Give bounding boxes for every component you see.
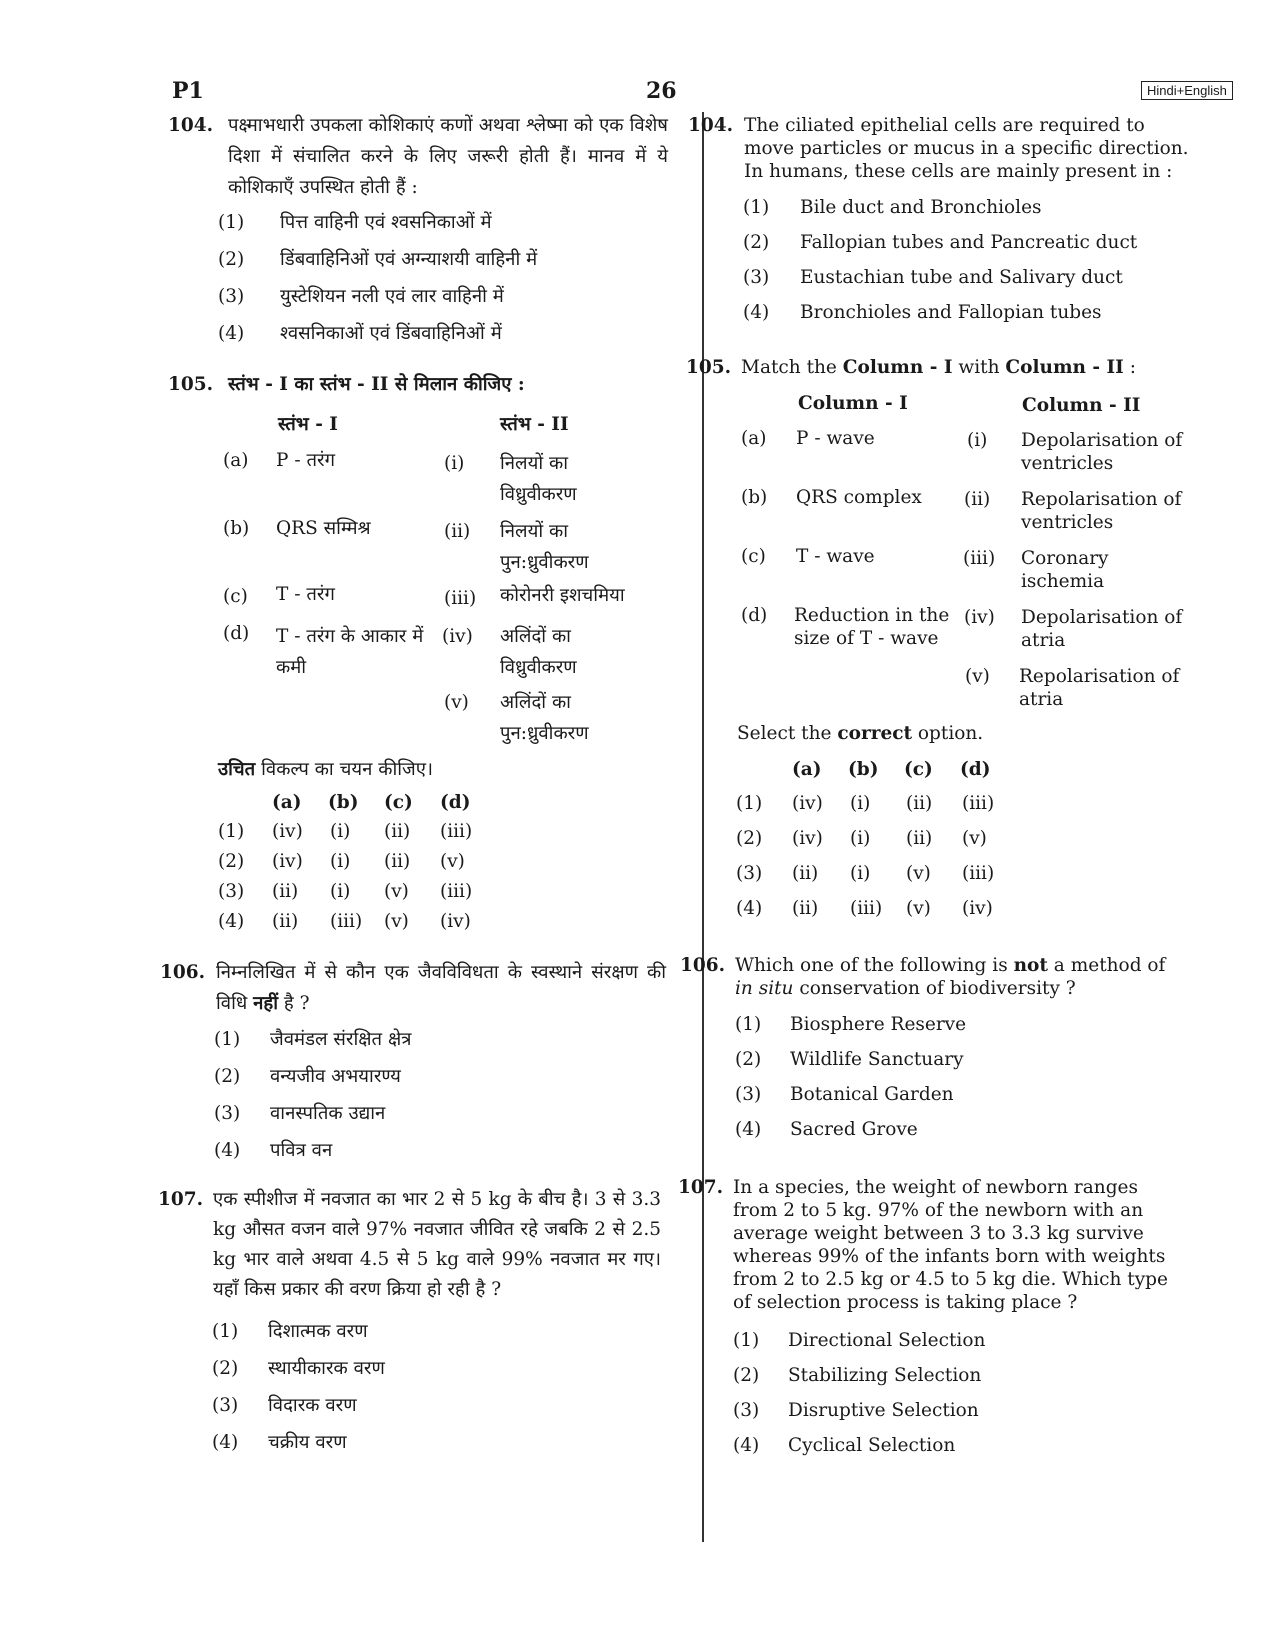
option-text: Fallopian tubes and Pancreatic duct <box>800 232 1138 253</box>
row-d-label: (d) <box>741 605 768 626</box>
row-b-label: (b) <box>741 487 768 508</box>
answer-d: (iii) <box>962 793 995 814</box>
answer-header-c: (c) <box>384 792 413 813</box>
answer-c: (v) <box>384 911 409 932</box>
answer-d: (iv) <box>962 898 993 919</box>
text-bold: not <box>1013 955 1048 976</box>
question-104-english <box>688 114 1200 329</box>
question-number: 106. <box>160 962 206 983</box>
row-ii-label: (ii) <box>964 489 991 510</box>
option-number: (4) <box>736 898 763 919</box>
text-part: है ? <box>278 993 310 1014</box>
row-v-desc: Repolarisation of atria <box>1019 666 1180 710</box>
option-number: (1) <box>735 1014 762 1035</box>
question-text <box>735 954 1185 1000</box>
answer-b: (iii) <box>850 898 883 919</box>
option-text: वन्यजीव अभयारण्य <box>270 1066 401 1087</box>
question-number: 107. <box>678 1177 724 1198</box>
text-part: with <box>952 357 1006 378</box>
row-iii-desc: कोरोनरी इशचमिया <box>500 585 625 606</box>
column-1-header: स्तंभ - I <box>278 414 338 435</box>
answer-d: (iii) <box>440 881 473 902</box>
option-number: (4) <box>733 1435 760 1456</box>
row-i-label: (i) <box>444 453 465 474</box>
option-text: Wildlife Sanctuary <box>790 1049 964 1070</box>
answer-header-a: (a) <box>792 759 822 780</box>
answer-d: (iv) <box>440 911 471 932</box>
option-number: (3) <box>743 267 770 288</box>
answer-c: (v) <box>906 898 931 919</box>
instruction <box>737 722 983 745</box>
answer-b: (i) <box>330 851 351 872</box>
question-106-english <box>680 954 1200 1154</box>
answer-a: (ii) <box>792 898 819 919</box>
option-number: (3) <box>218 286 245 307</box>
option-text: Eustachian tube and Salivary duct <box>800 267 1123 288</box>
question-105-english <box>686 356 1200 926</box>
answer-c: (ii) <box>906 828 933 849</box>
row-c-label: (c) <box>223 586 248 607</box>
row-d-term: Reduction in the size of T - wave <box>794 605 950 649</box>
answer-d: (v) <box>440 851 465 872</box>
text-bold: नहीं <box>253 993 279 1014</box>
answer-b: (i) <box>850 828 871 849</box>
row-c-term: T - wave <box>796 546 875 567</box>
answer-a: (iv) <box>792 793 823 814</box>
language-badge: Hindi+English <box>1141 81 1233 100</box>
text-part: निम्नलिखित में से कौन एक जैवविविधता के स्वस्थाने संरक्षण की विधि <box>216 962 666 1014</box>
row-iii-desc: Coronary ischemia <box>1021 548 1109 592</box>
question-107-english <box>678 1176 1200 1466</box>
text-part: Which one of the following is <box>735 955 1014 976</box>
answer-header-b: (b) <box>328 792 359 813</box>
text-part: : <box>1123 357 1136 378</box>
page-number: 26 <box>646 78 677 104</box>
question-text: पक्ष्माभधारी उपकला कोशिकाएं कणों अथवा श्लेष्मा को एक विशेष दिशा में संचालित करने के लिए जरूरी होती हैं। मानव में ये कोशिकाएँ उपस्थित होती हैं : <box>228 115 668 198</box>
option-text: पित्त वाहिनी एवं श्वसनिकाओं में <box>280 212 492 233</box>
row-iv-desc: Depolarisation of atria <box>1021 607 1183 651</box>
option-text: Bronchioles and Fallopian tubes <box>800 302 1102 323</box>
answer-d: (v) <box>962 828 987 849</box>
option-number: (1) <box>212 1321 239 1342</box>
text-part: conservation of biodiversity ? <box>793 978 1076 999</box>
option-number: (4) <box>218 323 245 344</box>
option-text: Sacred Grove <box>790 1119 918 1140</box>
option-text: Directional Selection <box>788 1330 986 1351</box>
option-text: Cyclical Selection <box>788 1435 956 1456</box>
option-text: पवित्र वन <box>270 1140 333 1161</box>
row-c-label: (c) <box>741 546 766 567</box>
row-a-label: (a) <box>741 428 767 449</box>
row-b-term: QRS सम्मिश्र <box>276 518 371 539</box>
option-number: (2) <box>214 1066 241 1087</box>
option-number: (1) <box>214 1029 241 1050</box>
option-number: (2) <box>218 249 245 270</box>
question-number: 104. <box>688 115 734 136</box>
option-number: (2) <box>735 1049 762 1070</box>
question-106-hindi <box>160 957 680 1167</box>
answer-header-b: (b) <box>848 759 879 780</box>
option-text: Botanical Garden <box>790 1084 954 1105</box>
answer-header-a: (a) <box>272 792 302 813</box>
row-ii-label: (ii) <box>444 521 471 542</box>
option-text: स्थायीकारक वरण <box>268 1358 385 1379</box>
answer-c: (ii) <box>384 851 411 872</box>
row-ii-desc: निलयों का पुन:ध्रुवीकरण <box>500 521 589 573</box>
option-number: (3) <box>218 881 245 902</box>
option-number: (3) <box>212 1395 239 1416</box>
option-number: (2) <box>212 1358 239 1379</box>
answer-a: (ii) <box>272 881 299 902</box>
row-b-term: QRS complex <box>796 487 922 508</box>
question-number: 107. <box>158 1189 204 1210</box>
option-text: चक्रीय वरण <box>268 1432 347 1453</box>
row-iv-desc: अलिंदों का विध्रुवीकरण <box>500 626 577 678</box>
option-number: (1) <box>736 793 763 814</box>
question-105-hindi <box>168 372 678 942</box>
answer-b: (i) <box>330 881 351 902</box>
answer-a: (ii) <box>272 911 299 932</box>
row-a-label: (a) <box>223 450 249 471</box>
text-italic: in situ <box>735 978 794 999</box>
answer-c: (v) <box>906 863 931 884</box>
text-part: Match the <box>741 357 843 378</box>
instruction-bold: उचित <box>218 759 256 780</box>
answer-b: (i) <box>850 863 871 884</box>
option-text: Stabilizing Selection <box>788 1365 982 1386</box>
question-text: The ciliated epithelial cells are required to move particles or mucus in a specific direction. In humans, these cells are mainly present in : <box>744 115 1189 182</box>
option-number: (1) <box>733 1330 760 1351</box>
option-text: दिशात्मक वरण <box>268 1321 368 1342</box>
row-c-term: T - तरंग <box>276 584 335 605</box>
option-text: जैवमंडल संरक्षित क्षेत्र <box>270 1029 412 1050</box>
option-text: विदारक वरण <box>268 1395 357 1416</box>
answer-a: (iv) <box>792 828 823 849</box>
option-number: (2) <box>743 232 770 253</box>
question-number: 105. <box>168 374 214 395</box>
answer-c: (v) <box>384 881 409 902</box>
row-i-desc: Depolarisation of ventricles <box>1021 430 1183 474</box>
question-number: 105. <box>686 357 732 378</box>
instruction-rest: विकल्प का चयन कीजिए। <box>255 759 433 780</box>
option-text: वानस्पतिक उद्यान <box>270 1103 386 1124</box>
row-i-desc: निलयों का विध्रुवीकरण <box>500 453 577 505</box>
row-v-desc: अलिंदों का पुन:ध्रुवीकरण <box>500 692 589 744</box>
option-number: (2) <box>736 828 763 849</box>
answer-header-d: (d) <box>440 792 471 813</box>
row-d-term: T - तरंग के आकार में कमी <box>276 626 424 678</box>
answer-c: (ii) <box>906 793 933 814</box>
option-number: (3) <box>736 863 763 884</box>
question-text: स्तंभ - I का स्तंभ - II से मिलान कीजिए : <box>228 374 525 395</box>
answer-a: (iv) <box>272 821 303 842</box>
option-text: डिंबवाहिनिओं एवं अग्न्याशयी वाहिनी में <box>280 249 538 270</box>
row-b-label: (b) <box>223 518 250 539</box>
option-text: Bile duct and Bronchioles <box>800 197 1042 218</box>
option-number: (4) <box>218 911 245 932</box>
column-2-header: Column - II <box>1022 395 1141 416</box>
option-number: (2) <box>733 1365 760 1386</box>
option-number: (4) <box>743 302 770 323</box>
row-iv-label: (iv) <box>442 626 473 647</box>
paper-code: P1 <box>172 78 204 104</box>
question-number: 104. <box>168 115 214 136</box>
answer-a: (iv) <box>272 851 303 872</box>
question-text <box>741 356 1189 379</box>
option-number: (1) <box>218 821 245 842</box>
text-bold: Column - I <box>842 357 953 378</box>
row-a-term: P - wave <box>796 428 875 449</box>
answer-a: (ii) <box>792 863 819 884</box>
question-text <box>216 957 666 1019</box>
option-text: युस्टेशियन नली एवं लार वाहिनी में <box>280 286 504 307</box>
answer-d: (iii) <box>962 863 995 884</box>
question-104-hindi <box>168 110 678 350</box>
text-part: a method of <box>1047 955 1166 976</box>
option-number: (4) <box>735 1119 762 1140</box>
option-text: Disruptive Selection <box>788 1400 979 1421</box>
answer-header-d: (d) <box>960 759 991 780</box>
option-number: (4) <box>214 1140 241 1161</box>
answer-header-c: (c) <box>904 759 933 780</box>
option-number: (1) <box>743 197 770 218</box>
option-number: (3) <box>214 1103 241 1124</box>
answer-d: (iii) <box>440 821 473 842</box>
instruction-part: Select the <box>737 723 838 744</box>
row-v-label: (v) <box>965 666 990 687</box>
question-number: 106. <box>680 955 726 976</box>
option-text: श्वसनिकाओं एवं डिंबवाहिनिओं में <box>280 323 502 344</box>
instruction-bold: correct <box>837 723 913 744</box>
option-number: (4) <box>212 1432 239 1453</box>
row-iii-label: (iii) <box>963 548 996 569</box>
instruction-part: option. <box>912 723 984 744</box>
row-d-label: (d) <box>223 623 250 644</box>
option-number: (1) <box>218 212 245 233</box>
option-number: (3) <box>733 1400 760 1421</box>
question-text: एक स्पीशीज में नवजात का भार 2 से 5 kg के बीच है। 3 से 3.3 kg औसत वजन वाले 97% नवजात जीवित रहे जबकि 2 से 2.5 kg भार वाले अथवा 4.5 से 5 kg वाले 99% नवजात मर गए। यहाँ किस प्रकार की वरण क्रिया हो रही है ? <box>213 1189 661 1300</box>
answer-b: (i) <box>850 793 871 814</box>
row-i-label: (i) <box>967 430 988 451</box>
question-107-hindi <box>158 1185 680 1475</box>
answer-c: (ii) <box>384 821 411 842</box>
column-1-header: Column - I <box>798 393 908 414</box>
instruction <box>218 757 433 782</box>
option-number: (3) <box>735 1084 762 1105</box>
answer-b: (i) <box>330 821 351 842</box>
row-iii-label: (iii) <box>444 588 477 609</box>
option-text: Biosphere Reserve <box>790 1014 967 1035</box>
question-text: In a species, the weight of newborn ranges from 2 to 5 kg. 97% of the newborn with an average weight between 3 to 3.3 kg survive whereas 99% of the infants born with weights from 2 to 2.5 kg or 4.5 to 5 kg die. Which type of selection process is taking place ? <box>733 1177 1168 1313</box>
row-v-label: (v) <box>444 692 469 713</box>
text-bold: Column - II <box>1005 357 1124 378</box>
row-ii-desc: Repolarisation of ventricles <box>1021 489 1182 533</box>
answer-b: (iii) <box>330 911 363 932</box>
column-2-header: स्तंभ - II <box>500 414 569 435</box>
option-number: (2) <box>218 851 245 872</box>
row-a-term: P - तरंग <box>276 450 335 471</box>
row-iv-label: (iv) <box>964 607 995 628</box>
